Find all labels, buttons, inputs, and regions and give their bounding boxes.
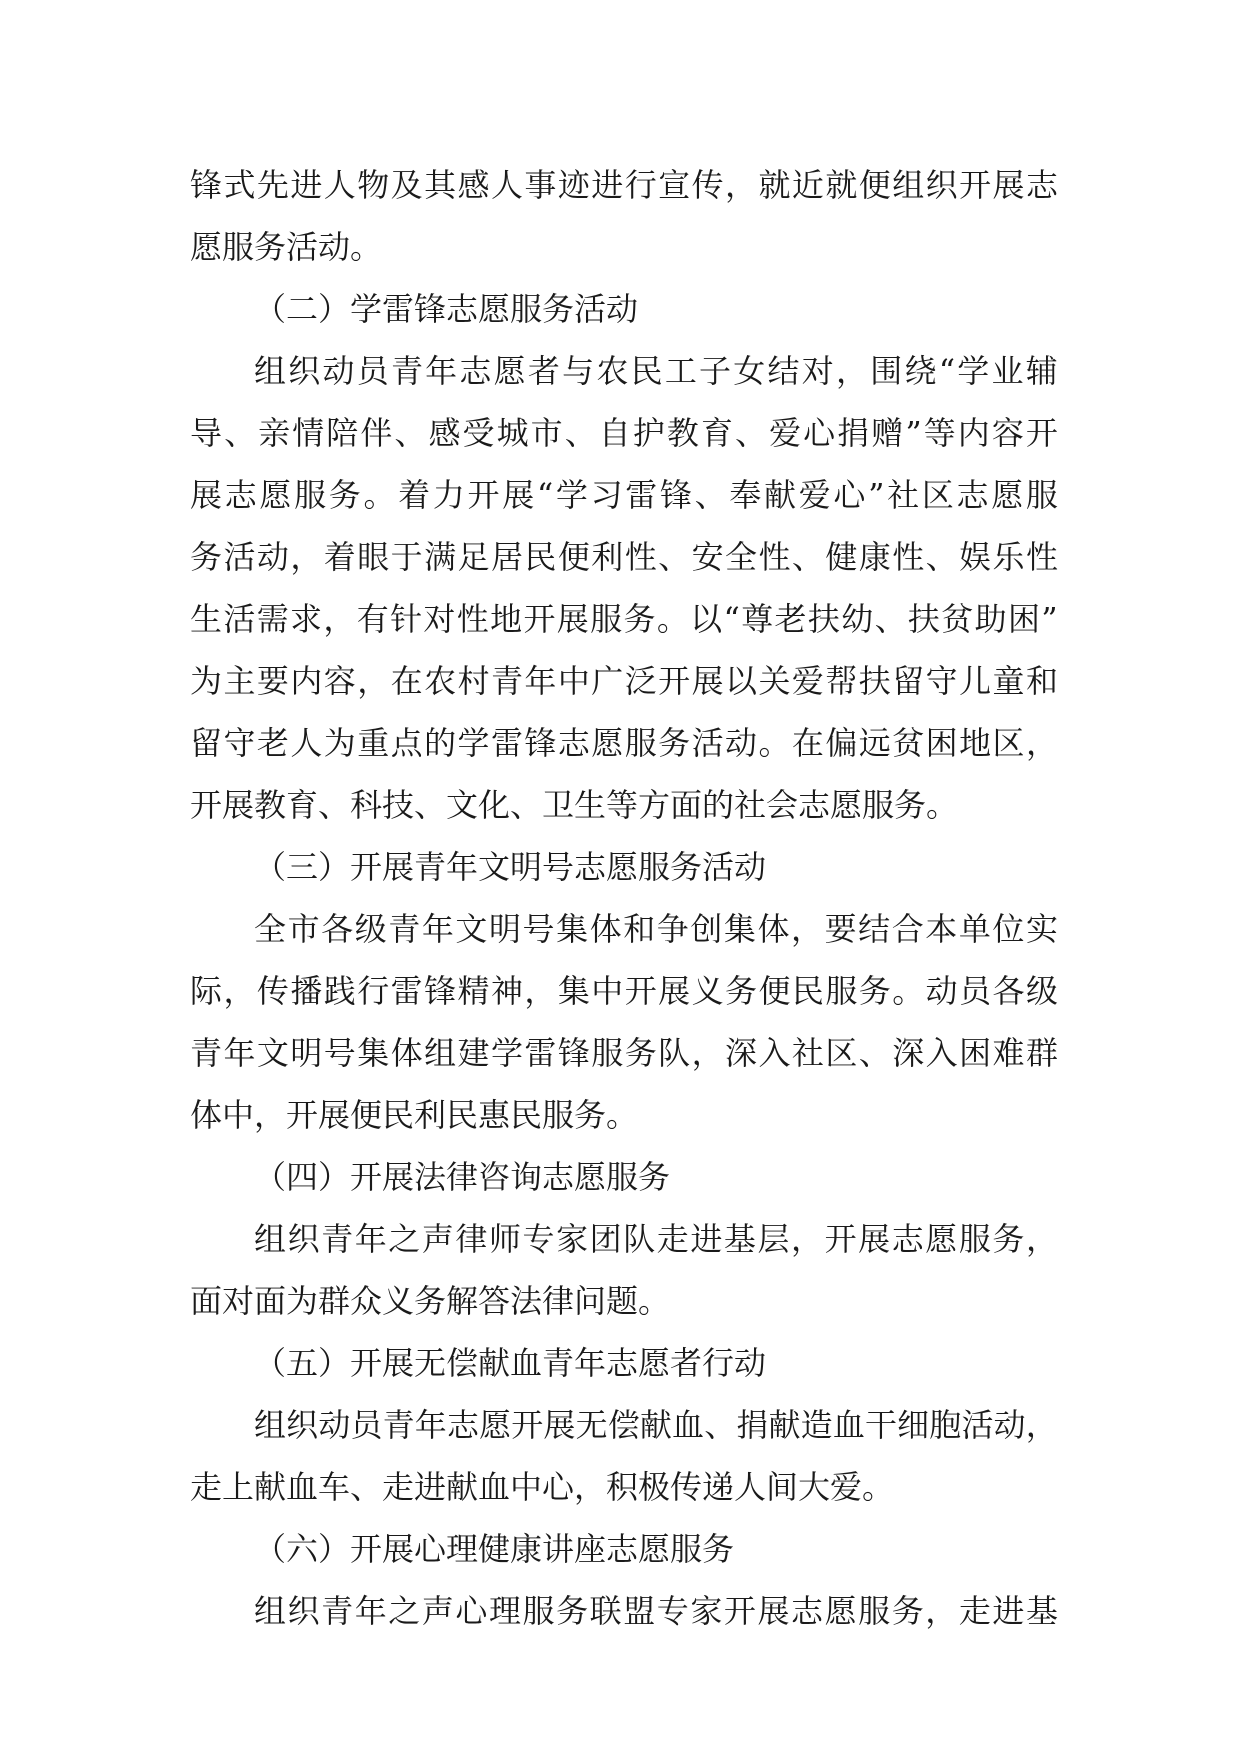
paragraph-line: 组 织 动 员 青 年 志 愿 者 与 农 民 工 子 女 结 对 ， 围 绕 “ 学 业 辅 [254,352,1058,390]
paragraph-line: 导 、 亲 情 陪 伴 、 感 受 城 市 、 自 护 教 育 、 爱 心 捐 赠 ” 等 内 容 开 [190,414,1058,452]
paragraph-line: 务 活 动 ， 着 眼 于 满 足 居 民 便 利 性 、 安 全 性 、 健 康 性 、 娱 乐 性 [190,538,1058,576]
section-heading: （二）学雷锋志愿服务活动 [254,290,639,328]
section-heading: （三）开展青年文明号志愿服务活动 [254,848,767,886]
section-heading: （四）开展法律咨询志愿服务 [254,1158,671,1196]
paragraph-line: 青 年 文 明 号 集 体 组 建 学 雷 锋 服 务 队 ， 深 入 社 区 、 深 入 困 难 群 [190,1034,1058,1072]
paragraph-line: 为 主 要 内 容 ， 在 农 村 青 年 中 广 泛 开 展 以 关 爱 帮 扶 留 守 儿 童 和 [190,662,1058,700]
paragraph-line: 体中，开展便民利民惠民服务。 [190,1096,639,1134]
paragraph-line: 生 活 需 求 ， 有 针 对 性 地 开 展 服 务 。 以 “ 尊 老 扶 幼 、 扶 贫 助 困 ” [190,600,1058,638]
paragraph-line: 开展教育、科技、文化、卫生等方面的社会志愿服务。 [190,786,959,824]
paragraph-line: 组 织 动 员 青 年 志 愿 开 展 无 偿 献 血 、 捐 献 造 血 干 细 胞 活 动 ， [254,1406,1058,1444]
paragraph-line: 全 市 各 级 青 年 文 明 号 集 体 和 争 创 集 体 ， 要 结 合 本 单 位 实 [254,910,1058,948]
paragraph-line: 留 守 老 人 为 重 点 的 学 雷 锋 志 愿 服 务 活 动 。 在 偏 远 贫 困 地 区 ， [190,724,1058,762]
paragraph-line: 组 织 青 年 之 声 律 师 专 家 团 队 走 进 基 层 ， 开 展 志 愿 服 务 ， [254,1220,1058,1258]
paragraph-line: 走上献血车、走进献血中心，积极传递人间大爱。 [190,1468,895,1506]
paragraph-line: 锋 式 先 进 人 物 及 其 感 人 事 迹 进 行 宣 传 ， 就 近 就 便 组 织 开 展 志 [190,166,1058,204]
paragraph-line: 愿服务活动。 [190,228,383,266]
paragraph-line: 际 ， 传 播 践 行 雷 锋 精 神 ， 集 中 开 展 义 务 便 民 服 务 。 动 员 各 级 [190,972,1058,1010]
section-heading: （六）开展心理健康讲座志愿服务 [254,1530,735,1568]
document-body [190,154,1058,1642]
paragraph-line: 面对面为群众义务解答法律问题。 [190,1282,671,1320]
paragraph-line: 展 志 愿 服 务 。 着 力 开 展 “ 学 习 雷 锋 、 奉 献 爱 心 ” 社 区 志 愿 服 [190,476,1058,514]
paragraph-line: 组 织 青 年 之 声 心 理 服 务 联 盟 专 家 开 展 志 愿 服 务 ， 走 进 基 [254,1592,1058,1630]
section-heading: （五）开展无偿献血青年志愿者行动 [254,1344,767,1382]
